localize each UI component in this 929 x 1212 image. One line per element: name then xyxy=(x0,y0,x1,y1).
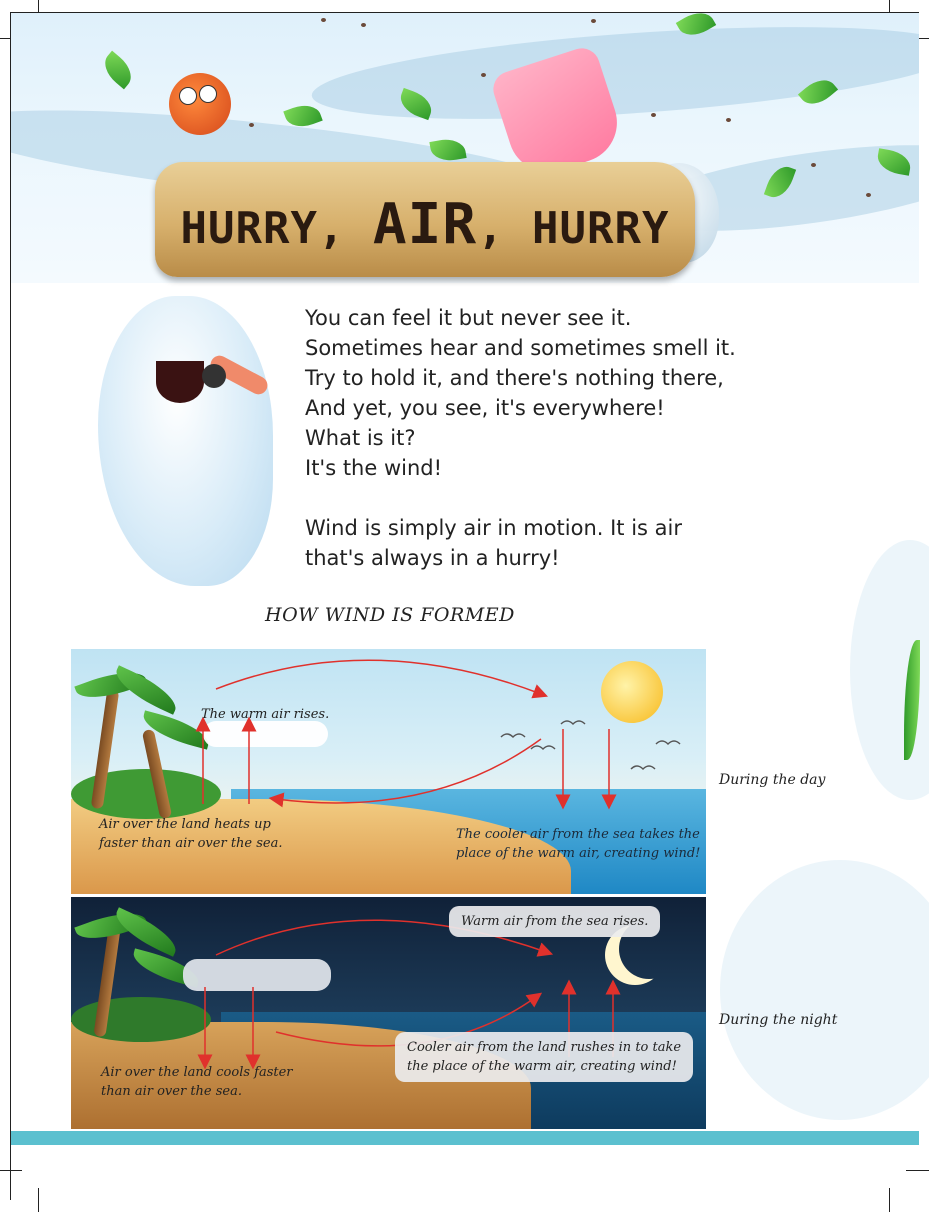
crop-mark xyxy=(889,1188,890,1212)
crop-mark xyxy=(906,1170,929,1171)
wind-ghost-illustration xyxy=(98,296,273,586)
dirt-speck xyxy=(249,123,254,127)
caption-day: During the day xyxy=(719,772,826,788)
poem-line: Try to hold it, and there's nothing there, xyxy=(305,366,724,390)
paragraph-line: Wind is simply air in motion. It is air xyxy=(305,516,683,540)
section-heading: HOW WIND IS FORMED xyxy=(265,604,515,626)
wind-definition xyxy=(305,513,825,573)
caption-night: During the night xyxy=(719,1012,838,1028)
night-diagram xyxy=(71,897,706,1129)
label-land-heats: Air over the land heats up faster than air over the sea. xyxy=(99,817,283,851)
dirt-speck xyxy=(481,73,486,77)
dirt-speck xyxy=(866,193,871,197)
footer-bar xyxy=(11,1131,919,1145)
dirt-speck xyxy=(651,113,656,117)
label-land-cools: Air over the land cools faster than air over the sea. xyxy=(101,1065,293,1099)
decorative-swirl xyxy=(720,860,929,1120)
poem xyxy=(305,303,825,483)
leaf-icon xyxy=(98,51,138,90)
dirt-speck xyxy=(591,19,596,23)
crop-mark xyxy=(38,1188,39,1212)
day-diagram xyxy=(71,649,706,894)
paragraph-line: that's always in a hurry! xyxy=(305,546,560,570)
poem-line: Sometimes hear and sometimes smell it. xyxy=(305,336,736,360)
microphone-icon xyxy=(202,364,226,388)
crop-mark xyxy=(0,1170,22,1171)
dirt-speck xyxy=(361,23,366,27)
title-plank xyxy=(155,162,695,277)
page-title: HURRY, AIR, HURRY xyxy=(180,192,670,257)
label-warm-sea-air-rises: Warm air from the sea rises. xyxy=(449,906,660,937)
label-cooler-sea-air: The cooler air from the sea takes the place of the warm air, creating wind! xyxy=(456,827,701,861)
dirt-speck xyxy=(811,163,816,167)
dirt-speck xyxy=(321,18,326,22)
poem-line: What is it? xyxy=(305,426,416,450)
poem-line: And yet, you see, it's everywhere! xyxy=(305,396,665,420)
label-warm-air-rises: The warm air rises. xyxy=(201,707,330,722)
dirt-speck xyxy=(726,118,731,122)
label-cooler-land-air: Cooler air from the land rushes in to take the place of the warm air, creating wind! xyxy=(395,1032,693,1082)
poem-line: It's the wind! xyxy=(305,456,443,480)
bird-icon xyxy=(169,73,231,135)
poem-line: You can feel it but never see it. xyxy=(305,306,632,330)
